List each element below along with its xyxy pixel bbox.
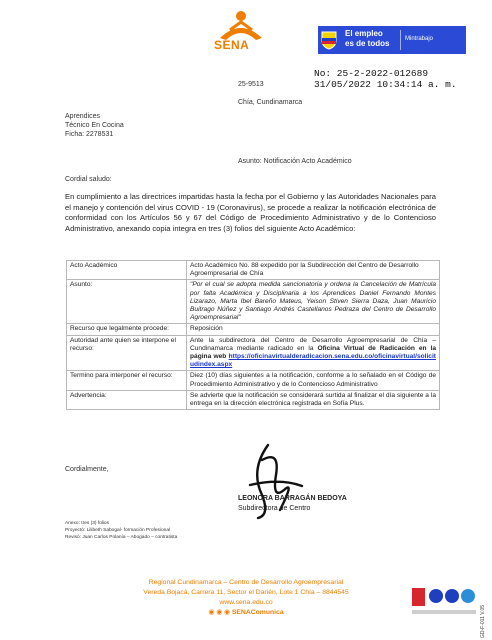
radicado-number: No: 25-2-2022-012689	[314, 68, 429, 79]
radicado-stamp	[314, 68, 457, 90]
acto-table	[66, 260, 440, 410]
footer-address: Vereda Bojacá, Carrera 11, Sector el Darién, Lote 1 Chía – 8844545	[143, 589, 349, 596]
table-value: Reposición	[187, 324, 440, 335]
ministry-label: Mintrabajo	[405, 36, 434, 42]
footer-regional: Regional Cundinamarca – Centro de Desarrollo Agroempresarial	[148, 579, 344, 586]
table-row	[67, 390, 440, 409]
recipient-line: Técnico En Cocina	[65, 122, 124, 129]
greeting: Cordial saludo:	[65, 176, 112, 183]
table-row	[67, 280, 440, 324]
table-value: "Por el cual se adopta medida sancionatoria y ordena la Cancelación de Matrícula por falta Académica y Disciplinaria a los Aprendices Daniel Fernando Montes Lizarazo, Marta Ibel Bareño Mateus, Yeison Stiven Sierra Daza, Juan Mauricio Buitrago Núñez y Santiago Andrés Castellanos Pedraza del Centro de Desarrollo Agroempresarial"	[187, 280, 440, 324]
banner-divider	[400, 30, 401, 50]
table-key: Termino para interponer el recurso:	[67, 371, 187, 390]
certification-badges	[412, 586, 476, 618]
table-value: Diez (10) días siguientes a la notificación, conforme a lo señalado en el Código de Procedimiento Administrativo y de lo Contencioso Administrativo	[187, 371, 440, 390]
footer-social	[100, 608, 392, 618]
authority-text: Ante la subdirectora del Centro de Desarrollo Agroempresarial de Chía – Cundinamarca mediante radicado en la	[190, 336, 436, 352]
table-key: Advertencia:	[67, 390, 187, 409]
reference-code: 25-9513	[238, 81, 264, 88]
annex-notes	[65, 520, 177, 541]
gov-slogan-line2: es de todos	[345, 39, 390, 48]
table-value: Se advierte que la notificación se considerará surtida al finalizar el día siguiente a la entrega en la dirección electrónica registrada en Sofía Plus.	[187, 390, 440, 409]
reviewed-by: Revisó: Juan Carlos Polanía – Abogado – contratista	[65, 535, 178, 540]
body-paragraph: En cumplimiento a las directrices impartidas hasta la fecha por el Gobierno y las Autoridades Nacionales para el manejo y contención del virus COVID - 19 (Coronavirus), se procede a realizar la notificación electrónica de conformidad con los Artículos 56 y 67 del Código de Procedimiento Administrativo y de lo Contencioso Administrativo, anexando copia integra en tres (3) folios del siguiente Acto Académico:	[65, 192, 436, 233]
social-icons: ◉ ◉ ◉	[208, 609, 232, 616]
social-handle[interactable]: SENAComunica	[231, 609, 284, 616]
gov-slogan-line1: El empleo	[345, 29, 383, 38]
table-value: Acto Académico No. 88 expedido por la Subdirección del Centro de Desarrollo Agroempresarial de Chía	[187, 261, 440, 280]
authority-office: Oficina Virtual de Radicación en la página web	[190, 344, 436, 361]
projected-by: Proyectó: Lilibeth Sabogal- formación Profesional	[65, 528, 171, 533]
table-key: Acto Académico	[67, 261, 187, 280]
annex-line: Anexo: tres (3) folios	[65, 521, 109, 526]
table-key: Recurso que legalmente procede:	[67, 324, 187, 335]
footer-website[interactable]: www.sena.edu.co	[219, 599, 273, 606]
sena-wordmark: SENA	[214, 38, 250, 52]
document-code: GD-F-011 V.05	[480, 604, 486, 638]
colombia-shield-icon	[320, 30, 338, 50]
radicado-datetime: 31/05/2022 10:34:14 a. m.	[314, 79, 457, 90]
table-value	[187, 335, 440, 371]
recipient-line: Aprendices	[65, 113, 101, 120]
table-key: Autoridad ante quien se interpone el recurso:	[67, 335, 187, 371]
signer-role: Subdirectora de Centro	[238, 505, 311, 512]
signer-name: LEONORA BARRAGÁN BEDOYA	[238, 495, 347, 502]
government-banner	[318, 26, 466, 54]
table-row	[67, 335, 440, 371]
radicacion-link[interactable]: https://oficinavirtualderadicacion.sena.edu.co/oficinavirtual/solicitudindex.aspx	[190, 353, 436, 369]
table-key: Asunto:	[67, 280, 187, 324]
table-row	[67, 371, 440, 390]
letter-city: Chía, Cundinamarca	[238, 99, 303, 106]
recipient-block	[65, 112, 124, 139]
table-row	[67, 324, 440, 335]
letter-subject: Asunto: Notificación Acto Académico	[238, 158, 352, 165]
table-row	[67, 261, 440, 280]
recipient-line: Ficha: 2278531	[65, 131, 114, 138]
closing-salutation: Cordialmente,	[65, 466, 109, 473]
